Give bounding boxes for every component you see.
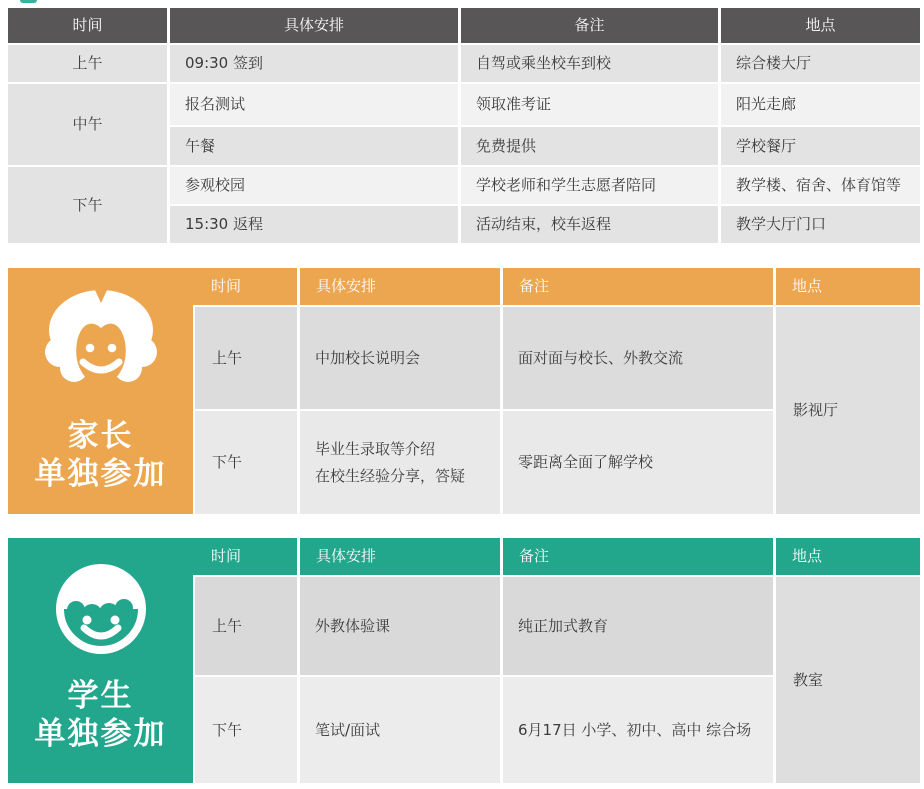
general-cell-plan: 09:30 签到 <box>170 45 458 82</box>
general-cell-plan: 午餐 <box>170 127 458 165</box>
students-header-plan: 具体安排 <box>316 547 377 565</box>
boy-face-icon <box>56 564 146 654</box>
students-cell-plan: 外教体验课 <box>300 577 500 675</box>
general-cell-place: 教学大厅门口 <box>721 206 920 243</box>
students-sidebar <box>8 538 193 783</box>
students-header-note: 备注 <box>519 547 550 565</box>
header-divider <box>773 268 776 305</box>
students-sidebar-label-line2: 单独参加 <box>34 716 167 752</box>
general-time-afternoon: 下午 <box>8 167 167 243</box>
students-cell-place: 教室 <box>776 577 920 783</box>
girl-face-icon <box>44 288 158 392</box>
students-cell-time: 下午 <box>195 677 297 783</box>
parents-cell-place: 影视厅 <box>776 307 920 514</box>
students-header-time: 时间 <box>211 547 242 565</box>
parents-cell-note: 零距离全面了解学校 <box>503 411 773 514</box>
general-cell-note: 学校老师和学生志愿者陪同 <box>461 167 718 204</box>
general-header-place: 地点 <box>721 8 920 43</box>
parents-sidebar-label-line1: 家长 <box>67 418 134 454</box>
general-cell-note: 活动结束，校车返程 <box>461 206 718 243</box>
header-divider <box>500 538 503 575</box>
general-cell-place: 综合楼大厅 <box>721 45 920 82</box>
students-cell-time: 上午 <box>195 577 297 675</box>
students-sidebar-label-line1: 学生 <box>67 678 134 714</box>
general-cell-note: 免费提供 <box>461 127 718 165</box>
general-cell-note: 自驾或乘坐校车到校 <box>461 45 718 82</box>
parents-cell-time: 上午 <box>195 307 297 409</box>
header-divider <box>500 268 503 305</box>
general-cell-plan: 15:30 返程 <box>170 206 458 243</box>
parents-cell-plan: 中加校长说明会 <box>300 307 500 409</box>
students-cell-note: 6月17日 小学、初中、高中 综合场 <box>503 677 773 783</box>
parents-header-time: 时间 <box>211 277 242 295</box>
header-divider <box>297 538 300 575</box>
general-cell-place: 学校餐厅 <box>721 127 920 165</box>
parents-header-place: 地点 <box>792 277 823 295</box>
parents-sidebar-label-line2: 单独参加 <box>34 456 167 492</box>
general-cell-plan: 报名测试 <box>170 84 458 125</box>
students-cell-plan: 笔试/面试 <box>300 677 500 783</box>
parents-table <box>8 268 920 514</box>
general-header-note: 备注 <box>461 8 718 43</box>
teal-accent-fragment <box>20 0 37 3</box>
plan-line: 在校生经验分享，答疑 <box>315 466 466 485</box>
general-cell-plan: 参观校园 <box>170 167 458 204</box>
general-header-time: 时间 <box>8 8 167 43</box>
parents-sidebar <box>8 268 193 514</box>
header-divider <box>773 538 776 575</box>
general-time-morning: 上午 <box>8 45 167 82</box>
general-header-plan: 具体安排 <box>170 8 458 43</box>
parents-cell-time: 下午 <box>195 411 297 514</box>
general-time-noon: 中午 <box>8 84 167 165</box>
parents-cell-note: 面对面与校长、外教交流 <box>503 307 773 409</box>
plan-line: 毕业生录取等介绍 <box>315 439 436 458</box>
students-table <box>8 538 920 783</box>
parents-header-note: 备注 <box>519 277 550 295</box>
general-cell-place: 教学楼、宿舍、体育馆等 <box>721 167 920 204</box>
general-cell-place: 阳光走廊 <box>721 84 920 125</box>
students-cell-note: 纯正加式教育 <box>503 577 773 675</box>
parents-cell-plan <box>300 411 500 514</box>
parents-header-plan: 具体安排 <box>316 277 377 295</box>
general-schedule-table <box>8 8 920 243</box>
general-cell-note: 领取准考证 <box>461 84 718 125</box>
students-header-place: 地点 <box>792 547 823 565</box>
header-divider <box>297 268 300 305</box>
